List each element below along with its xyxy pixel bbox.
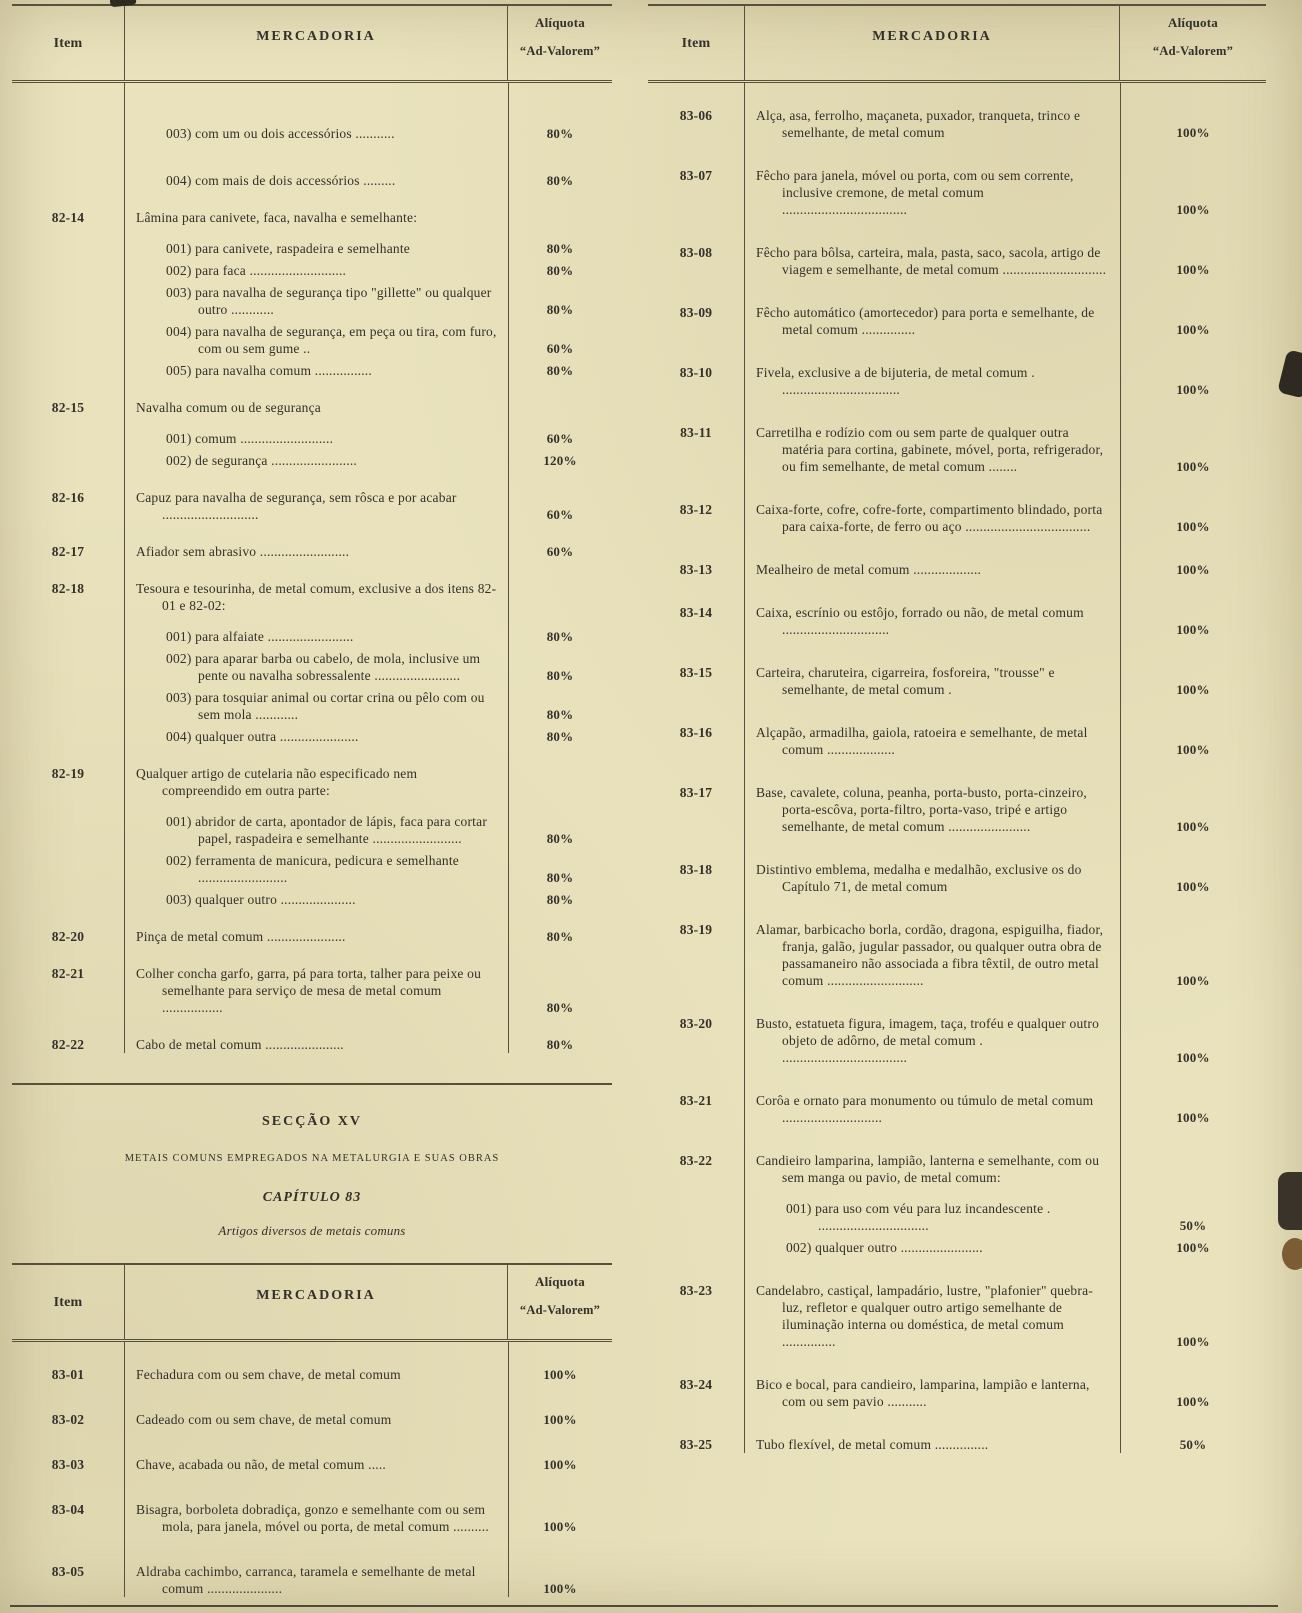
table-row bbox=[12, 489, 612, 523]
header-mercadoria: MERCADORIA bbox=[124, 1265, 508, 1339]
chapter-subtitle: Artigos diversos de metais comuns bbox=[218, 1223, 406, 1238]
item-number: 83-09 bbox=[679, 305, 713, 320]
table-row bbox=[648, 604, 1266, 638]
table-row bbox=[12, 1411, 612, 1428]
mercadoria-text: Candieiro lamparina, lampião, lanterna e semelhante, com ou sem manga ou pavio, de metal comum: bbox=[756, 1153, 1100, 1185]
item-number: 83-10 bbox=[679, 365, 713, 380]
table-row bbox=[648, 424, 1266, 475]
item-number: 83-13 bbox=[679, 562, 713, 577]
section-title: SECÇÃO XV bbox=[261, 1114, 363, 1129]
rate-value: 80% bbox=[546, 1037, 574, 1052]
header-aliquota-line2: “Ad-Valorem” bbox=[519, 44, 601, 58]
rate-value: 100% bbox=[1176, 1334, 1210, 1349]
item-number: 82-18 bbox=[51, 581, 85, 596]
mercadoria-text: Pinça de metal comum ...................... bbox=[136, 929, 346, 944]
header-item: Item bbox=[53, 35, 83, 51]
rate-value: 60% bbox=[546, 431, 574, 446]
table-row bbox=[12, 580, 612, 745]
mercadoria-text: Lâmina para canivete, faca, navalha e semelhante: bbox=[136, 210, 418, 225]
table-row bbox=[12, 1501, 612, 1535]
rate-value: 80% bbox=[546, 831, 574, 846]
rate-value: 100% bbox=[1176, 459, 1210, 474]
subitem-text: 002) ferramenta de manicura, pedicura e semelhante ......................... bbox=[166, 853, 459, 885]
table-row bbox=[12, 765, 612, 908]
item-number-empty bbox=[12, 284, 124, 318]
mercadoria-text: Cabo de metal comum ...................... bbox=[136, 1037, 344, 1052]
item-number: 83-12 bbox=[679, 502, 713, 517]
mercadoria-text: Fêcho para bôlsa, carteira, mala, pasta, saco, sacola, artigo de viagem e semelhante, de metal comum ............................. bbox=[756, 245, 1107, 277]
table-row bbox=[12, 107, 612, 189]
table-row bbox=[648, 304, 1266, 338]
rate-value: 80% bbox=[546, 173, 574, 188]
header-aliquota bbox=[1120, 6, 1266, 80]
item-number: 83-22 bbox=[679, 1153, 713, 1168]
item-number-empty bbox=[12, 125, 124, 142]
item-number-empty bbox=[12, 891, 124, 908]
header-aliquota-line2: “Ad-Valorem” bbox=[1152, 44, 1234, 58]
rate-value: 100% bbox=[1176, 202, 1210, 217]
mercadoria-text: Tesoura e tesourinha, de metal comum, exclusive a dos itens 82-01 e 82-02: bbox=[136, 581, 497, 613]
item-number-empty bbox=[12, 728, 124, 745]
item-number-empty bbox=[12, 172, 124, 189]
item-number: 83-15 bbox=[679, 665, 713, 680]
table-row bbox=[12, 1563, 612, 1597]
rate-value: 100% bbox=[543, 1367, 577, 1382]
tariff-table-left-top bbox=[12, 4, 612, 1085]
item-number: 83-21 bbox=[679, 1093, 713, 1108]
table-row bbox=[648, 1436, 1266, 1453]
rate-value: 100% bbox=[1176, 819, 1210, 834]
item-number-empty bbox=[12, 689, 124, 723]
item-number-empty bbox=[648, 1239, 744, 1256]
mercadoria-text: Caixa, escrínio ou estôjo, forrado ou não, de metal comum .............................. bbox=[756, 605, 1084, 637]
mercadoria-text: Afiador sem abrasivo ......................... bbox=[136, 544, 350, 559]
table-row bbox=[648, 364, 1266, 398]
header-item: Item bbox=[681, 35, 711, 51]
rate-value: 80% bbox=[546, 1000, 574, 1015]
rate-value: 100% bbox=[1176, 622, 1210, 637]
rate-value: 80% bbox=[546, 668, 574, 683]
rate-value: 100% bbox=[1176, 519, 1210, 534]
rate-value: 100% bbox=[1176, 1110, 1210, 1125]
section-heading bbox=[12, 1113, 612, 1239]
mercadoria-text: Bisagra, borboleta dobradiça, gonzo e semelhante com ou sem mola, para janela, móvel ou porta, de metal comum .......... bbox=[136, 1502, 489, 1534]
rate-value: 80% bbox=[546, 870, 574, 885]
table-row bbox=[648, 664, 1266, 698]
item-number: 82-20 bbox=[51, 929, 85, 944]
scan-artifact bbox=[1277, 349, 1302, 398]
mercadoria-text: Capuz para navalha de segurança, sem rôsca e por acabar ........................... bbox=[136, 490, 457, 522]
rate-value: 100% bbox=[1176, 879, 1210, 894]
header-aliquota-line1: Alíquota bbox=[534, 1274, 585, 1289]
table-row bbox=[648, 921, 1266, 989]
header-aliquota-line1: Alíquota bbox=[1167, 15, 1218, 30]
table-row bbox=[12, 1456, 612, 1473]
table-row bbox=[12, 543, 612, 560]
item-number: 83-20 bbox=[679, 1016, 713, 1031]
item-number-empty bbox=[12, 452, 124, 469]
left-column bbox=[12, 4, 612, 1613]
item-number-empty bbox=[12, 323, 124, 357]
item-number: 82-21 bbox=[51, 966, 85, 981]
item-number: 83-25 bbox=[679, 1437, 713, 1452]
rate-value: 80% bbox=[546, 892, 574, 907]
subitem-text: 003) com um ou dois accessórios ........... bbox=[166, 126, 395, 141]
item-number-empty bbox=[12, 650, 124, 684]
item-number-empty bbox=[12, 813, 124, 847]
rate-value: 80% bbox=[546, 729, 574, 744]
item-number: 82-22 bbox=[51, 1037, 85, 1052]
table-row bbox=[12, 209, 612, 379]
rate-value: 100% bbox=[1176, 1240, 1210, 1255]
rate-value: 60% bbox=[546, 544, 574, 559]
item-number: 83-16 bbox=[679, 725, 713, 740]
mercadoria-text: Aldraba cachimbo, carranca, taramela e semelhante de metal comum ..................... bbox=[136, 1564, 476, 1596]
tariff-table-right bbox=[648, 4, 1266, 1453]
mercadoria-text: Base, cavalete, coluna, peanha, porta-busto, porta-cinzeiro, porta-escôva, porta-filtro, porta-vaso, tripé e artigo semelhante, de metal comum ....................... bbox=[756, 785, 1087, 834]
mercadoria-text: Tubo flexível, de metal comum ............... bbox=[756, 1437, 989, 1452]
table-body bbox=[12, 83, 612, 1053]
rate-value: 100% bbox=[1176, 1394, 1210, 1409]
table-body bbox=[12, 1342, 612, 1597]
table-row bbox=[12, 1036, 612, 1053]
rate-value: 100% bbox=[1176, 742, 1210, 757]
subitem-text: 002) para aparar barba ou cabelo, de mola, inclusive um pente ou navalha sobressalente ........................ bbox=[166, 651, 481, 683]
table-header bbox=[12, 4, 612, 83]
rate-value: 100% bbox=[543, 1581, 577, 1596]
rate-value: 80% bbox=[546, 707, 574, 722]
rate-value: 100% bbox=[1176, 382, 1210, 397]
item-number-empty bbox=[12, 430, 124, 447]
subitem-text: 001) para uso com véu para luz incandescente . ............................... bbox=[786, 1201, 1051, 1233]
rate-value: 80% bbox=[546, 263, 574, 278]
subitem-text: 004) com mais de dois accessórios ......... bbox=[166, 173, 396, 188]
mercadoria-text: Fivela, exclusive a de bijuteria, de metal comum . ................................. bbox=[756, 365, 1035, 397]
mercadoria-text: Bico e bocal, para candieiro, lamparina, lampião e lanterna, com ou sem pavio ........... bbox=[756, 1377, 1090, 1409]
subitem-text: 001) para canivete, raspadeira e semelhante bbox=[166, 241, 410, 256]
subitem-text: 002) de segurança ........................ bbox=[166, 453, 357, 468]
mercadoria-text: Busto, estatueta figura, imagem, taça, troféu e qualquer outro objeto de adôrno, de metal comum . ................................... bbox=[756, 1016, 1100, 1065]
rate-value: 100% bbox=[1176, 682, 1210, 697]
rate-value: 100% bbox=[543, 1519, 577, 1534]
rate-value: 100% bbox=[1176, 322, 1210, 337]
item-number-empty bbox=[648, 1200, 744, 1234]
section-subtitle: METAIS COMUNS EMPREGADOS NA METALURGIA E SUAS OBRAS bbox=[124, 1153, 500, 1164]
header-aliquota bbox=[508, 1265, 612, 1339]
mercadoria-text: Navalha comum ou de segurança bbox=[136, 400, 321, 415]
table-row bbox=[648, 501, 1266, 535]
item-number: 83-23 bbox=[679, 1283, 713, 1298]
item-number: 83-07 bbox=[679, 168, 713, 183]
item-number: 83-17 bbox=[679, 785, 713, 800]
item-number-empty bbox=[12, 628, 124, 645]
item-number: 82-15 bbox=[51, 400, 85, 415]
item-number: 83-14 bbox=[679, 605, 713, 620]
rate-value: 100% bbox=[543, 1457, 577, 1472]
rate-value: 100% bbox=[1176, 262, 1210, 277]
subitem-text: 004) para navalha de segurança, em peça ou tira, com furo, com ou sem gume .. bbox=[166, 324, 497, 356]
item-number: 82-16 bbox=[51, 490, 85, 505]
rate-value: 100% bbox=[1176, 562, 1210, 577]
scan-artifact bbox=[1278, 1172, 1302, 1230]
subitem-text: 005) para navalha comum ................ bbox=[166, 363, 372, 378]
item-number-empty bbox=[12, 262, 124, 279]
rate-value: 80% bbox=[546, 126, 574, 141]
item-number: 83-01 bbox=[51, 1367, 85, 1382]
table-row bbox=[648, 1376, 1266, 1410]
subitem-text: 001) comum .......................... bbox=[166, 431, 334, 446]
item-number: 83-04 bbox=[51, 1502, 85, 1517]
item-number: 82-19 bbox=[51, 766, 85, 781]
item-number: 83-11 bbox=[680, 425, 712, 440]
item-number: 83-03 bbox=[51, 1457, 85, 1472]
table-row bbox=[648, 1015, 1266, 1066]
table-row bbox=[648, 861, 1266, 895]
right-column bbox=[648, 4, 1266, 1479]
rate-value: 80% bbox=[546, 929, 574, 944]
table-row bbox=[648, 1092, 1266, 1126]
page-bottom-rule bbox=[10, 1605, 1278, 1607]
item-number: 83-08 bbox=[679, 245, 713, 260]
chapter-title: CAPÍTULO 83 bbox=[262, 1190, 362, 1205]
item-number: 83-06 bbox=[679, 108, 713, 123]
rate-value: 50% bbox=[1179, 1218, 1207, 1233]
mercadoria-text: Corôa e ornato para monumento ou túmulo de metal comum ............................ bbox=[756, 1093, 1094, 1125]
rate-value: 80% bbox=[546, 363, 574, 378]
table-row bbox=[648, 724, 1266, 758]
mercadoria-text: Alça, asa, ferrolho, maçaneta, puxador, tranqueta, trinco e semelhante, de metal comum bbox=[756, 108, 1081, 140]
table-header bbox=[12, 1263, 612, 1342]
item-number-empty bbox=[12, 240, 124, 257]
rate-value: 120% bbox=[543, 453, 577, 468]
rate-value: 60% bbox=[546, 507, 574, 522]
item-number: 83-18 bbox=[679, 862, 713, 877]
header-mercadoria: MERCADORIA bbox=[744, 6, 1120, 80]
table-row bbox=[648, 561, 1266, 578]
rate-value: 100% bbox=[543, 1412, 577, 1427]
rate-value: 80% bbox=[546, 241, 574, 256]
table-row bbox=[648, 244, 1266, 278]
mercadoria-text: Alamar, barbicacho borla, cordão, dragona, espiguilha, fiador, franja, galão, jugular passador, ou qualquer outra obra de passamaneiro não associada a fibra têxtil, de outro metal comum ........................... bbox=[756, 922, 1104, 988]
rate-value: 80% bbox=[546, 629, 574, 644]
mercadoria-text: Fechadura com ou sem chave, de metal comum bbox=[136, 1367, 401, 1382]
mercadoria-text: Carretilha e rodízio com ou sem parte de qualquer outra matéria para cortina, gabinete, móvel, porta, refrigerador, ou fim semelhante, de metal comum ........ bbox=[756, 425, 1104, 474]
subitem-text: 004) qualquer outra ...................... bbox=[166, 729, 359, 744]
item-number: 83-24 bbox=[679, 1377, 713, 1392]
mercadoria-text: Carteira, charuteira, cigarreira, fosforeira, "trousse" e semelhante, de metal comum . bbox=[756, 665, 1055, 697]
item-number-empty bbox=[12, 362, 124, 379]
item-number-empty bbox=[12, 852, 124, 886]
subitem-text: 003) qualquer outro ..................... bbox=[166, 892, 356, 907]
mercadoria-text: Candelabro, castiçal, lampadário, lustre, "plafonier" quebra-luz, refletor e qualquer outro artigo semelhante de iluminação interna ou doméstica, de metal comum ............... bbox=[756, 1283, 1093, 1349]
header-mercadoria: MERCADORIA bbox=[124, 6, 508, 80]
mercadoria-text: Alçapão, armadilha, gaiola, ratoeira e semelhante, de metal comum ................... bbox=[756, 725, 1088, 757]
table-row bbox=[12, 928, 612, 945]
tariff-table-left-bottom bbox=[12, 1263, 612, 1597]
rate-value: 100% bbox=[1176, 1050, 1210, 1065]
mercadoria-text: Caixa-forte, cofre, cofre-forte, compartimento blindado, porta para caixa-forte, de ferro ou aço ................................... bbox=[756, 502, 1103, 534]
table-row bbox=[12, 965, 612, 1016]
table-row bbox=[648, 784, 1266, 835]
mercadoria-text: Mealheiro de metal comum ................... bbox=[756, 562, 982, 577]
subitem-text: 001) abridor de carta, apontador de lápis, faca para cortar papel, raspadeira e semelhante ......................... bbox=[166, 814, 488, 846]
rate-value: 80% bbox=[546, 302, 574, 317]
table-row bbox=[12, 1366, 612, 1383]
mercadoria-text: Fêcho para janela, móvel ou porta, com ou sem corrente, inclusive cremone, de metal comum ................................... bbox=[756, 168, 1074, 217]
header-aliquota-line1: Alíquota bbox=[534, 15, 585, 30]
item-number: 82-17 bbox=[51, 544, 85, 559]
table-row bbox=[648, 1152, 1266, 1256]
table-row bbox=[12, 399, 612, 469]
item-number: 82-14 bbox=[51, 210, 85, 225]
item-number: 83-05 bbox=[51, 1564, 85, 1579]
mercadoria-text: Colher concha garfo, garra, pá para torta, talher para peixe ou semelhante para serviço de mesa de metal comum ................. bbox=[136, 966, 482, 1015]
table-header bbox=[648, 4, 1266, 83]
table-row bbox=[648, 107, 1266, 141]
mercadoria-text: Distintivo emblema, medalha e medalhão, exclusive os do Capítulo 71, de metal comum bbox=[756, 862, 1082, 894]
mercadoria-text: Chave, acabada ou não, de metal comum ..... bbox=[136, 1457, 387, 1472]
table-row bbox=[648, 1282, 1266, 1350]
scan-artifact bbox=[1282, 1238, 1302, 1270]
subitem-text: 002) para faca ........................... bbox=[166, 263, 347, 278]
rate-value: 100% bbox=[1176, 125, 1210, 140]
item-number: 83-19 bbox=[679, 922, 713, 937]
mercadoria-text: Qualquer artigo de cutelaria não especificado nem compreendido em outra parte: bbox=[136, 766, 418, 798]
rate-value: 100% bbox=[1176, 973, 1210, 988]
subitem-text: 002) qualquer outro ....................... bbox=[786, 1240, 983, 1255]
subitem-text: 003) para tosquiar animal ou cortar crina ou pêlo com ou sem mola ............ bbox=[166, 690, 485, 722]
table-body bbox=[648, 83, 1266, 1453]
mercadoria-text: Cadeado com ou sem chave, de metal comum bbox=[136, 1412, 392, 1427]
table-row bbox=[648, 167, 1266, 218]
subitem-text: 001) para alfaiate ........................ bbox=[166, 629, 354, 644]
header-item: Item bbox=[53, 1294, 83, 1310]
subitem-text: 003) para navalha de segurança tipo "gillette" ou qualquer outro ............ bbox=[166, 285, 492, 317]
mercadoria-text: Fêcho automático (amortecedor) para porta e semelhante, de metal comum ............... bbox=[756, 305, 1095, 337]
item-number: 83-02 bbox=[51, 1412, 85, 1427]
header-aliquota bbox=[508, 6, 612, 80]
rate-value: 50% bbox=[1179, 1437, 1207, 1452]
header-aliquota-line2: “Ad-Valorem” bbox=[519, 1303, 601, 1317]
rate-value: 60% bbox=[546, 341, 574, 356]
